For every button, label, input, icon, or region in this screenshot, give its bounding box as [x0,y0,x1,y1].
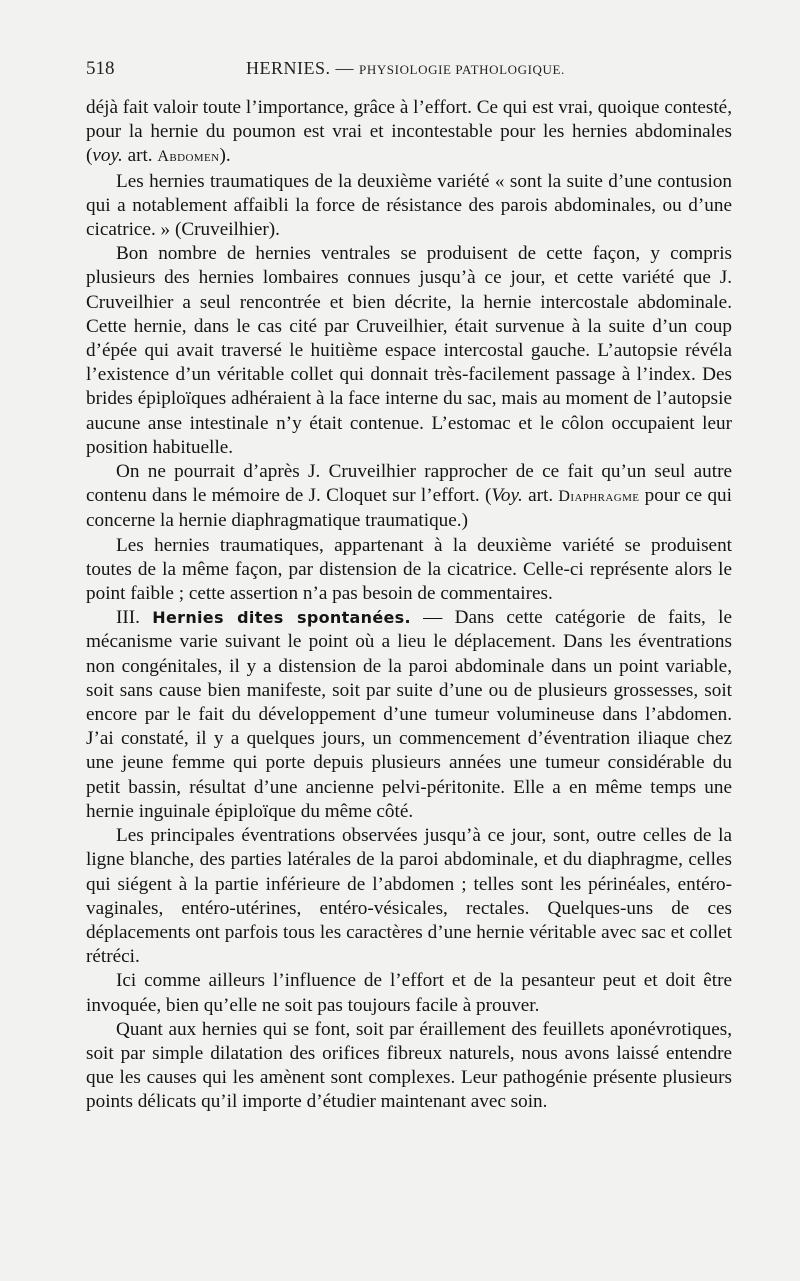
text-run: art. [122,145,158,167]
running-header [86,58,732,88]
paragraph [86,170,732,243]
paragraph [86,969,732,1017]
italic-text: voy. [92,145,123,167]
text-run: Bon nombre de hernies ventrales se produisent de cette façon, y compris plusieurs des hernies lombaires connues jusqu’à ce jour, et cette variété que J. Cruveilhier a seul rencontrée et bien décrite, la hernie intercostale abdominale. Cette hernie, dans le cas cité par Cruveilhier, était survenue à la suite d’un coup d’épée qui avait traversé le huitième espace intercostal gauche. L’autopsie révéla l’existence d’un véritable collet qui donnait très-facilement passage à l’index. Des brides épiploïques adhéraient à la face interne du sac, mais au moment de l’autopsie aucune anse intestinale n’y était contenue. L’estomac et le côlon occupaient leur position habituelle. [86,243,732,458]
section-title: Hernies dites spontanées. [152,608,411,628]
text-run: Ici comme ailleurs l’influence de l’effort et de la pesanteur peut et doit être invoquée, bien qu’elle ne soit pas toujours facile à prouver. [86,970,732,1016]
text-run: Les hernies traumatiques de la deuxième variété « sont la suite d’une contusion qui a notablement affaibli la force de résistance des parois abdominales, ou d’une cicatrice. » (Cruveilhier). [86,170,732,241]
text-run: pour ce qui concerne la hernie diaphragmatique traumatique.) [86,485,732,532]
body-text [86,96,732,1115]
paragraph [86,534,732,607]
page-number: 518 [86,58,115,79]
text-run: art. [522,485,559,507]
paragraph [86,606,732,824]
text-run: déjà fait valoir toute l’importance, grâce à l’effort. Ce qui est vrai, quoique contesté, pour la hernie du poumon est vrai et incontestable pour les hernies abdominales ( [86,97,732,167]
paragraph [86,242,732,460]
paragraph [86,824,732,969]
running-title-main: HERNIES. [246,58,331,78]
text-run: — Dans cette catégorie de faits, le mécanisme varie suivant le point où a lieu le déplacement. Dans les éventrations non congénitales, il y a distension de la paroi abdominale dans un point variable, soit sans cause bien manifeste, soit par suite d’une ou de plusieurs grossesses, soit encore par le fait du développement d’une tumeur volumineuse dans l’abdomen. J’ai constaté, il y a quelques jours, un commencement d’éventration iliaque chez une jeune femme qui porte depuis plusieurs années une tumeur considérable du petit bassin, résultat d’une ancienne pelvi-péritonite. Elle a en même temps une hernie inguinale épiploïque du même côté. [86,607,732,822]
book-page [86,58,732,1115]
text-run: ). [219,145,231,167]
text-run: Les hernies traumatiques, appartenant à la deuxième variété se produisent toutes de la même façon, par distension de la cicatrice. Celle-ci représente alors le point faible ; cette assertion n’a pas besoin de commentaires. [86,534,732,605]
paragraph [86,1018,732,1115]
text-run: Les principales éventrations observées jusqu’à ce jour, sont, outre celles de la ligne blanche, des parties latérales de la paroi abdominale, et du diaphragme, celles qui siégent à la partie inférieure de l’abdomen ; telles sont les périnéales, entéro-vaginales, entéro-utérines, entéro-vésicales, rectales. Quelques-uns de ces déplacements ont parfois tous les caractères d’une hernie véritable avec sac et collet rétréci. [86,825,732,968]
running-title-dash: — [335,58,354,78]
text-run: On ne pourrait d’après J. Cruveilhier rapprocher de ce fait qu’un seul autre contenu dans le mémoire de J. Cloquet sur l’effort. ( [86,461,732,507]
italic-text: Voy. [491,485,523,507]
running-title [246,58,565,79]
text-run: Quant aux hernies qui se font, soit par éraillement des feuillets aponévrotiques, soit par simple dilatation des orifices fibreux naturels, nous avons laissé entendre que les causes qui les amènent sont complexes. Leur pathogénie présente plusieurs points délicats qu’il importe d’étudier maintenant avec soin. [86,1018,732,1113]
text-run: III. [116,607,153,629]
small-caps-reference: Diaphragme [558,488,640,506]
small-caps-reference: Abdomen [157,148,220,166]
paragraph [86,460,732,534]
running-title-subtitle: PHYSIOLOGIE PATHOLOGIQUE. [359,62,565,77]
paragraph [86,96,732,170]
